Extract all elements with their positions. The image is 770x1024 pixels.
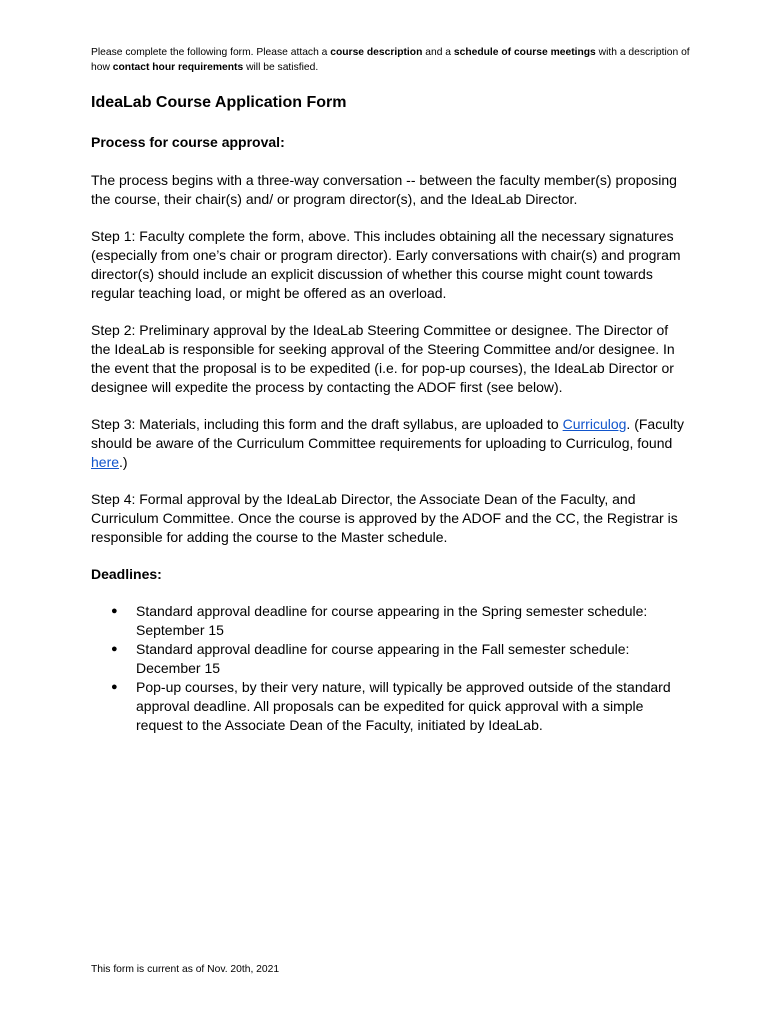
deadlines-heading: Deadlines: [91,566,162,582]
list-item [91,640,691,678]
deadlines-list [91,602,691,735]
intro-instructions [91,45,691,75]
list-item [91,602,691,640]
deadline-popup: Pop-up courses, by their very nature, will typically be approved outside of the standard approval deadline. All proposals can be expedited for quick approval with a simple request to the Associate Dean of the Faculty, initiated by IdeaLab. [136,679,671,733]
intro-text-4: will be satisfied. [243,62,319,73]
intro-bold-course-description: course description [330,47,423,58]
intro-bold-contact-hours: contact hour requirements [112,62,244,73]
list-item [91,678,691,735]
here-link[interactable]: here [91,454,120,470]
bullet-icon: ● [111,605,118,617]
curriculog-link[interactable]: Curriculog [562,416,627,432]
page-title: IdeaLab Course Application Form [91,94,347,111]
process-heading: Process for course approval: [91,134,285,150]
intro-text-2: and a [422,47,454,58]
deadline-fall: Standard approval deadline for course appearing in the Fall semester schedule: December 15 [136,641,630,676]
bullet-icon: ● [111,643,118,655]
intro-text-3: with a description of how [91,47,690,73]
process-overview: The process begins with a three-way conversation -- between the faculty member(s) proposing the course, their chair(s) and/ or program director(s), and the IdeaLab Director. [91,172,677,207]
step-4: Step 4: Formal approval by the IdeaLab Director, the Associate Dean of the Faculty, and Curriculum Committee. Once the course is approved by the ADOF and the CC, the Registrar is responsible for adding the course to the Master schedule. [91,491,678,545]
step-3-text-2: . (Faculty should be aware of the Curriculum Committee requirements for uploading to Curriculog, found [91,416,684,451]
step-1: Step 1: Faculty complete the form, above. This includes obtaining all the necessary signatures (especially from one’s chair or program director). Early conversations with chair(s) and program director(s) should include an explicit discussion of whether this course might count towards regular teaching load, or might be offered as an overload. [91,228,681,301]
intro-text-1: Please complete the following form. Please attach a [91,47,331,58]
footer-note: This form is current as of Nov. 20th, 2021 [91,964,280,975]
deadline-spring: Standard approval deadline for course appearing in the Spring semester schedule: September 15 [136,603,648,638]
step-3-text-1: Step 3: Materials, including this form and the draft syllabus, are uploaded to [91,416,563,432]
step-3-text-3: .) [119,454,128,470]
step-2: Step 2: Preliminary approval by the IdeaLab Steering Committee or designee. The Director of the IdeaLab is responsible for seeking approval of the Steering Committee and/or designee. In the event that the proposal is to be expedited (i.e. for pop-up courses), the IdeaLab Director or designee will expedite the process by contacting the ADOF first (see below). [91,322,675,395]
intro-bold-schedule: schedule of course meetings [453,47,596,58]
bullet-icon: ● [111,681,118,693]
step-3 [91,415,691,472]
